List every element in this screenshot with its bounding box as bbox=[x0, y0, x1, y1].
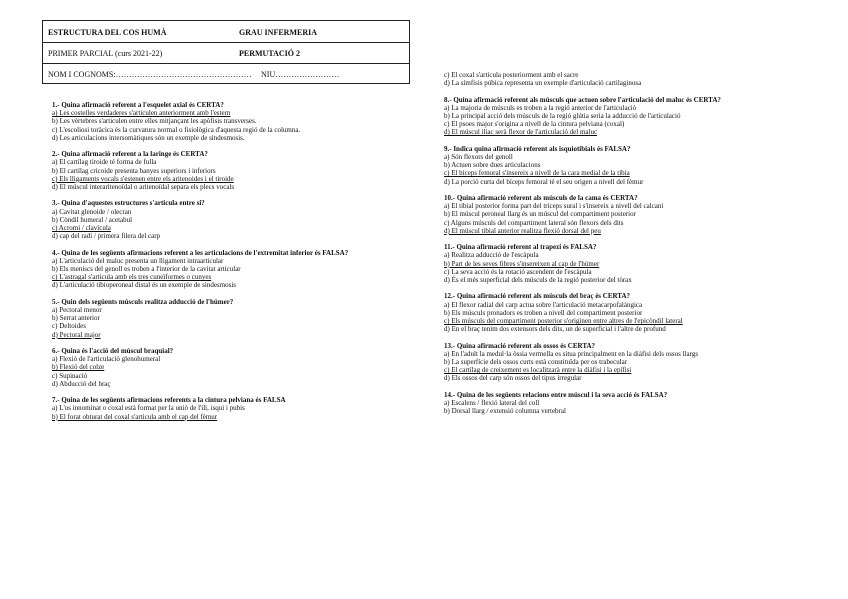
permutation-label: PERMUTACIÓ 2 bbox=[239, 49, 300, 58]
answer-option[interactable]: b) Els músculs pronadors es troben a nivell del compartiment posterior bbox=[444, 308, 643, 317]
answer-option-marked[interactable]: c) Acromi / clavícula bbox=[52, 224, 111, 233]
question-title: 6.- Quina és l'acció del múscul braquial? bbox=[52, 347, 174, 356]
answer-option-marked[interactable]: b) El forat obturat del coxal s'articula amb el cap del fèmur bbox=[52, 412, 218, 421]
answer-option[interactable]: d) Les articulacions intersomàtiques són un exemple de sindesmosis. bbox=[52, 133, 245, 142]
answer-option[interactable]: a) Realitza adducció de l'escàpula bbox=[444, 251, 539, 260]
answer-option[interactable]: c) Alguns músculs del compartiment lateral són flexors dels dits bbox=[444, 218, 624, 227]
answer-option[interactable]: c) Supinació bbox=[52, 371, 88, 380]
question-block bbox=[52, 199, 427, 240]
answer-option[interactable]: a) Cavitat glenoide / olecran bbox=[52, 207, 132, 216]
answer-option[interactable]: d) La porció curta del bíceps femoral té el seu origen a nivell del fèmur bbox=[444, 177, 644, 186]
question-block bbox=[52, 347, 427, 388]
answer-option[interactable]: d) És el més superficial dels músculs de la regió posterior del tòrax bbox=[444, 276, 632, 285]
answer-option[interactable]: a) Escalens / flexió lateral del coll bbox=[444, 399, 540, 408]
name-field[interactable]: NOM I COGNOMS:…………………………………………… bbox=[48, 70, 252, 79]
answer-option[interactable]: b) Serrat anterior bbox=[52, 314, 100, 323]
answer-option-marked[interactable]: b) Part de les seves fibres s'insereixen al cap de l'húmer bbox=[444, 259, 600, 268]
question-title: 3.- Quina d'aquestes estructures s'articula entre si? bbox=[52, 199, 205, 208]
answer-option[interactable]: c) Deltoides bbox=[52, 322, 87, 331]
answer-option[interactable]: a) L'articulació del maluc presenta un lligament intraarticular bbox=[52, 256, 224, 265]
answer-option-marked[interactable]: c) Els lligaments vocals s'estenen entre els aritenoides i el tiroide bbox=[52, 174, 234, 183]
subject-title: ESTRUCTURA DEL COS HUMÀ bbox=[48, 28, 167, 37]
exam-header bbox=[42, 20, 410, 84]
questions-column-left bbox=[52, 101, 427, 429]
questions-column-right bbox=[444, 71, 804, 424]
answer-option-marked[interactable]: b) Flexió del colze bbox=[52, 363, 105, 372]
answer-option-marked[interactable]: d) El múscul tibial anterior realitza flexió dorsal del peu bbox=[444, 226, 601, 235]
question-title: 1.- Quina afirmació referent a l'esquelet axial és CERTA? bbox=[52, 101, 224, 109]
question-title: 8.- Quina afirmació referent als músculs que actuen sobre l'articulació del maluc és CERTA? bbox=[444, 95, 721, 104]
answer-option[interactable]: c) El coxal s'articula posteriorment amb el sacre bbox=[444, 71, 579, 79]
answer-option-marked[interactable]: d) Pectoral major bbox=[52, 330, 101, 339]
answer-option[interactable]: c) El psoes major s'origina a nivell de la cintura pelviana (coxal) bbox=[444, 120, 625, 129]
question-block bbox=[52, 101, 427, 142]
answer-option[interactable]: d) Abducció del braç bbox=[52, 379, 111, 388]
answer-option[interactable]: a) El flexor radial del carp actua sobre l'articulació metacarpofalàngica bbox=[444, 300, 643, 309]
answer-option[interactable]: b) La principal acció dels músculs de la regió glútia seria la adducció de l'articulació bbox=[444, 112, 681, 120]
answer-option[interactable]: a) El cartílag tiroide té forma de fulla bbox=[52, 158, 157, 167]
answer-option-marked[interactable]: c) El bíceps femoral s'insereix a nivell de la cara medial de la tíbia bbox=[444, 169, 630, 178]
question-block bbox=[444, 342, 804, 383]
answer-option-marked[interactable]: d) El múscul ilíac serà flexor de l'articulació del maluc bbox=[444, 128, 598, 137]
answer-option[interactable]: b) Actuen sobre dues articulacions bbox=[444, 161, 541, 170]
answer-option[interactable]: b) La superfície dels ossos curts està constituïda per os trabecular bbox=[444, 358, 628, 367]
question-title: 9.- Indica quina afirmació referent als isquiotibials és FALSA? bbox=[444, 144, 631, 153]
answer-option[interactable]: a) El tibial posterior forma part del tríceps sural i s'insereix a nivell del calcani bbox=[444, 202, 664, 211]
niu-field[interactable]: NIU…………………… bbox=[261, 70, 340, 79]
answer-option[interactable]: d) Els ossos del carp són ossos del tipus irregular bbox=[444, 374, 582, 383]
answer-option[interactable]: b) Dorsal llarg / extensió columna vertebral bbox=[444, 407, 566, 416]
answer-option[interactable]: d) L'articulació tibioperoneal distal és un exemple de sindesmosis bbox=[52, 281, 236, 290]
answer-option[interactable]: d) El múscul interaritenoïdal o aritenoïdal separa els plecs vocals bbox=[52, 183, 235, 192]
answer-option[interactable]: b) El múscul peroneal llarg és un múscul del compartiment posterior bbox=[444, 210, 636, 219]
question-block bbox=[52, 249, 427, 290]
answer-option[interactable]: a) Són flexors del genoll bbox=[444, 153, 513, 161]
answer-option[interactable]: a) En l'adult la medul·la òssia vermella es situa principalment en la diàfisi dels ossos llargs bbox=[444, 349, 699, 358]
question-block bbox=[444, 243, 804, 284]
answer-option-marked[interactable]: c) El cartílag de creixement es localitzarà entre la diàfisi i la epífisi bbox=[444, 366, 632, 375]
question-title: 7.- Quina de les següents afirmacions referents a la cintura pelviana és FALSA bbox=[52, 396, 286, 405]
question-title: 2.- Quina afirmació referent a la laringe és CERTA? bbox=[52, 150, 208, 159]
question-block bbox=[52, 298, 427, 339]
question-title: 5.- Quin dels següents músculs realitza adducció de l'húmer? bbox=[52, 297, 234, 306]
question-title: 10.- Quina afirmació referent als músculs de la cama és CERTA? bbox=[444, 194, 638, 202]
question-title: 12.- Quina afirmació referent als músculs del braç és CERTA? bbox=[444, 292, 631, 301]
answer-option[interactable]: d) cap del radi / primera filera del carp bbox=[52, 232, 161, 241]
answer-option[interactable]: c) La seva acció és la rotació ascendent de l'escàpula bbox=[444, 267, 592, 276]
answer-option[interactable]: a) La majoria de músculs es troben a la regió anterior de l'articulació bbox=[444, 103, 637, 112]
question-block bbox=[52, 150, 427, 191]
answer-option[interactable]: b) El cartílag cricoide presenta banyes superiors i inferiors bbox=[52, 166, 216, 175]
answer-option[interactable]: a) Pectoral menor bbox=[52, 306, 102, 315]
question-block bbox=[444, 194, 804, 235]
answer-option-marked[interactable]: a) Les costelles verdaderes s'articulen anteriorment amb l'estern bbox=[52, 109, 231, 118]
answer-option[interactable]: b) Els meniscs del genoll es troben a l'interior de la cavitat articular bbox=[52, 265, 241, 274]
question-block bbox=[444, 145, 804, 186]
header-divider bbox=[43, 63, 409, 64]
question-block bbox=[444, 96, 804, 137]
header-divider bbox=[43, 42, 409, 43]
answer-option-marked[interactable]: c) L'astragal s'articula amb els tres cuneïformes o cunyes bbox=[52, 273, 212, 282]
answer-option-marked[interactable]: c) Els músculs del compartiment posterior s'originen entre altres de l'epicòndil lateral bbox=[444, 317, 683, 326]
question-block bbox=[444, 391, 804, 416]
question-block bbox=[444, 292, 804, 333]
exam-title: PRIMER PARCIAL (curs 2021-22) bbox=[48, 49, 163, 58]
answer-option[interactable]: a) L'os innominat o coxal està format per la unió de l'ili, isqui i pubis bbox=[52, 404, 245, 413]
question-title: 4.- Quina de les següents afirmacions referent a les articulacions de l'extremitat inferior és FALSA? bbox=[52, 248, 349, 257]
answer-option[interactable]: a) Flexió de l'articulació glenohumeral bbox=[52, 355, 161, 364]
answer-option[interactable]: d) La símfisis púbica representa un exemple d'articulació cartilaginosa bbox=[444, 79, 642, 88]
question-title: 14.- Quina de les següents relacions entre múscul i la seva acció és FALSA? bbox=[444, 390, 668, 399]
question-title: 13.- Quina afirmació referent als ossos és CERTA? bbox=[444, 341, 596, 350]
answer-option[interactable]: b) Les vèrtebres s'articulen entre elles mitjançant les apòfisis transverses. bbox=[52, 117, 257, 126]
answer-option[interactable]: c) L'escoliosi toràcica és la curvatura normal o fisiològica d'aquesta regió de la columna. bbox=[52, 125, 301, 134]
answer-option[interactable]: d) En el braç tenim dos extensors dels dits, un de superficial i l'altre de profund bbox=[444, 325, 666, 334]
question-block bbox=[444, 71, 804, 87]
question-title: 11.- Quina afirmació referent al trapezi és FALSA? bbox=[444, 243, 597, 252]
answer-option[interactable]: b) Còndil humeral / acetabul bbox=[52, 215, 133, 224]
degree-title: GRAU INFERMERIA bbox=[239, 28, 317, 37]
question-block bbox=[52, 396, 427, 421]
